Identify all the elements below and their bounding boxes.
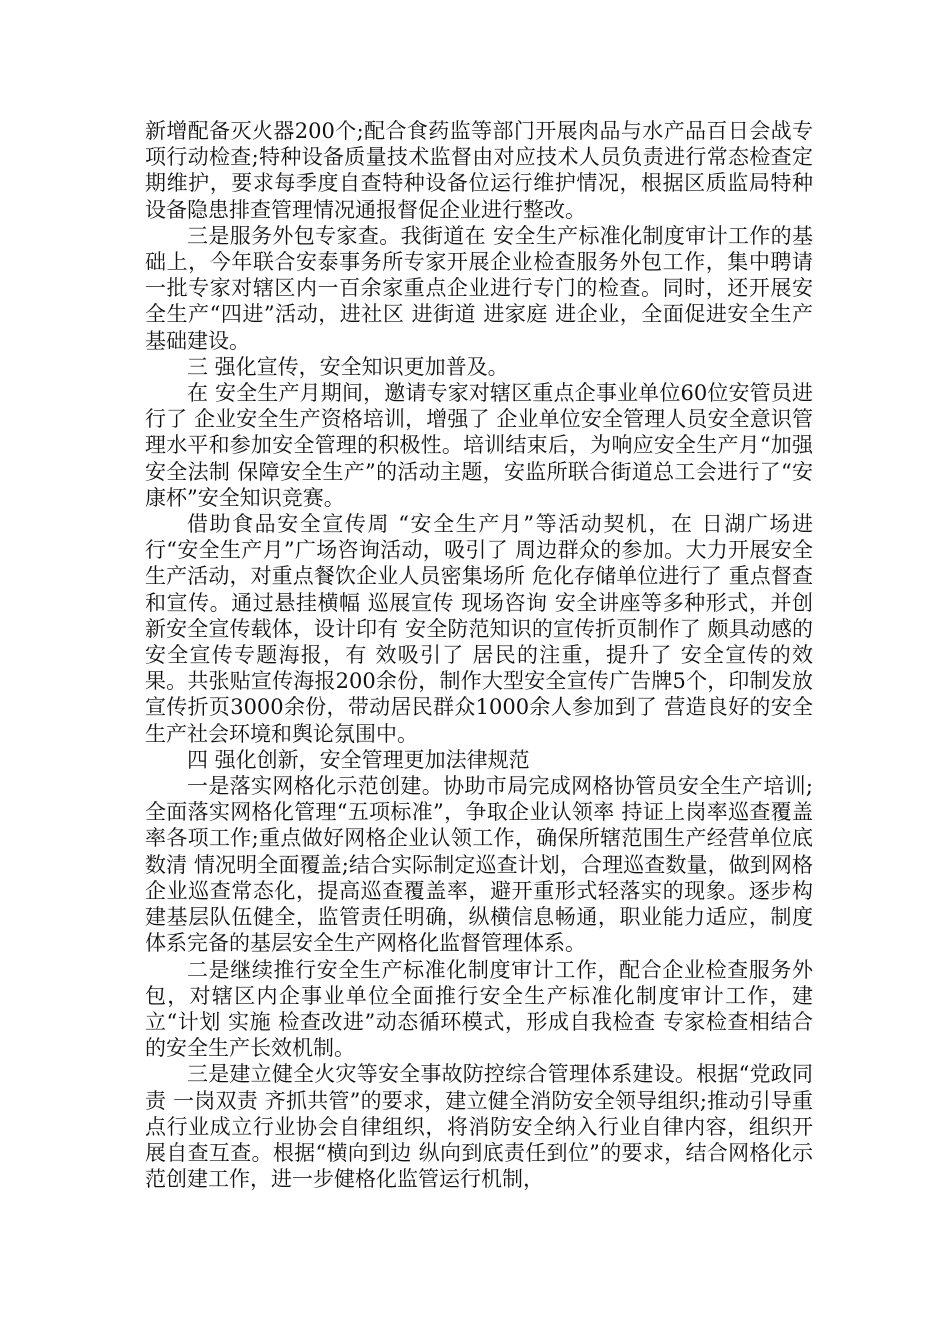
paragraph-food-safety-week: 借助食品安全宣传周 “安全生产月”等活动契机，在 日湖广场进行“安全生产月”广场咨询活动，吸引了 周边群众的参加。大力开展安全生产活动，对重点餐饮企业人员密集场所 危化存储单位进行了 重点督查和宣传。通过悬挂横幅 巡展宣传 现场咨询 安全讲座等多种形式，并创新安全宣传载体，设计印有 安全防范知识的宣传折页制作了 颇具动感的安全宣传专题海报，有 效吸引了 居民的注重，提升了 安全宣传的效果。共张贴宣传海报200余份，制作大型安全宣传广告牌5个，印制发放宣传折页3000余份，带动居民群众1000余人参加到了 营造良好的安全生产社会环境和舆论氛围中。 xyxy=(145,512,813,746)
section-heading-innovation: 四 强化创新，安全管理更加法律规范 xyxy=(187,747,530,772)
paragraph-safety-month: 在 安全生产月期间，邀请专家对辖区重点企事业单位60位安管员进行了 企业安全生产资格培训，增强了 企业单位安全管理人员安全意识管理水平和参加安全管理的积极性。培训结束后，为响应安全生产月“加强安全法制 保障安全生产”的活动主题，安监所联合街道总工会进行了“安康杯”安全知识竞赛。 xyxy=(145,381,813,510)
document-body xyxy=(145,118,813,1192)
paragraph-grid-management: 一是落实网格化示范创建。协助市局完成网格协管员安全生产培训;全面落实网格化管理“五项标准”，争取企业认领率 持证上岗率巡查覆盖率各项工作;重点做好网格企业认领工作，确保所辖范围生产经营单位底数清 情况明全面覆盖;结合实际制定巡查计划，合理巡查数量，做到网格企业巡查常态化，提高巡查覆盖率，避开重形式轻落实的现象。逐步构建基层队伍健全，监管责任明确，纵横信息畅通，职业能力适应，制度体系完备的基层安全生产网格化监督管理体系。 xyxy=(145,774,813,956)
paragraph-expert-inspection: 三是服务外包专家查。我街道在 安全生产标准化制度审计工作的基础上，今年联合安泰事务所专家开展企业检查服务外包工作，集中聘请一批专家对辖区内一百余家重点企业进行专门的检查。同时，还开展安全生产“四进”活动，进社区 进街道 进家庭 进企业，全面促进安全生产基础建设。 xyxy=(145,223,813,353)
section-heading-publicity: 三 强化宣传，安全知识更加普及。 xyxy=(187,354,509,379)
paragraph-fire-prevention: 三是建立健全火灾等安全事故防控综合管理体系建设。根据“党政同责 一岗双责 齐抓共管”的要求，建立健全消防安全领导组织;推动引导重点行业成立行业协会自律组织，将消防安全纳入行业自律内容，组织开展自查互查。根据“横向到边 纵向到底责任到位”的要求，结合网格化示范创建工作，进一步健格化监管运行机制， xyxy=(145,1062,813,1192)
paragraph-continuation: 新增配备灭火器200个;配合食药监等部门开展肉品与水产品百日会战专项行动检查;特种设备质量技术监督由对应技术人员负责进行常态检查定期维护，要求每季度自查特种设备位运行维护情况，根据区质监局特种设备隐患排查管理情况通报督促企业进行整改。 xyxy=(145,119,813,222)
paragraph-standardization-audit: 二是继续推行安全生产标准化制度审计工作，配合企业检查服务外包，对辖区内企事业单位全面推行安全生产标准化制度审计工作，建立“计划 实施 检查改进”动态循环模式，形成自我检查 专家检查相结合的安全生产长效机制。 xyxy=(145,957,813,1061)
